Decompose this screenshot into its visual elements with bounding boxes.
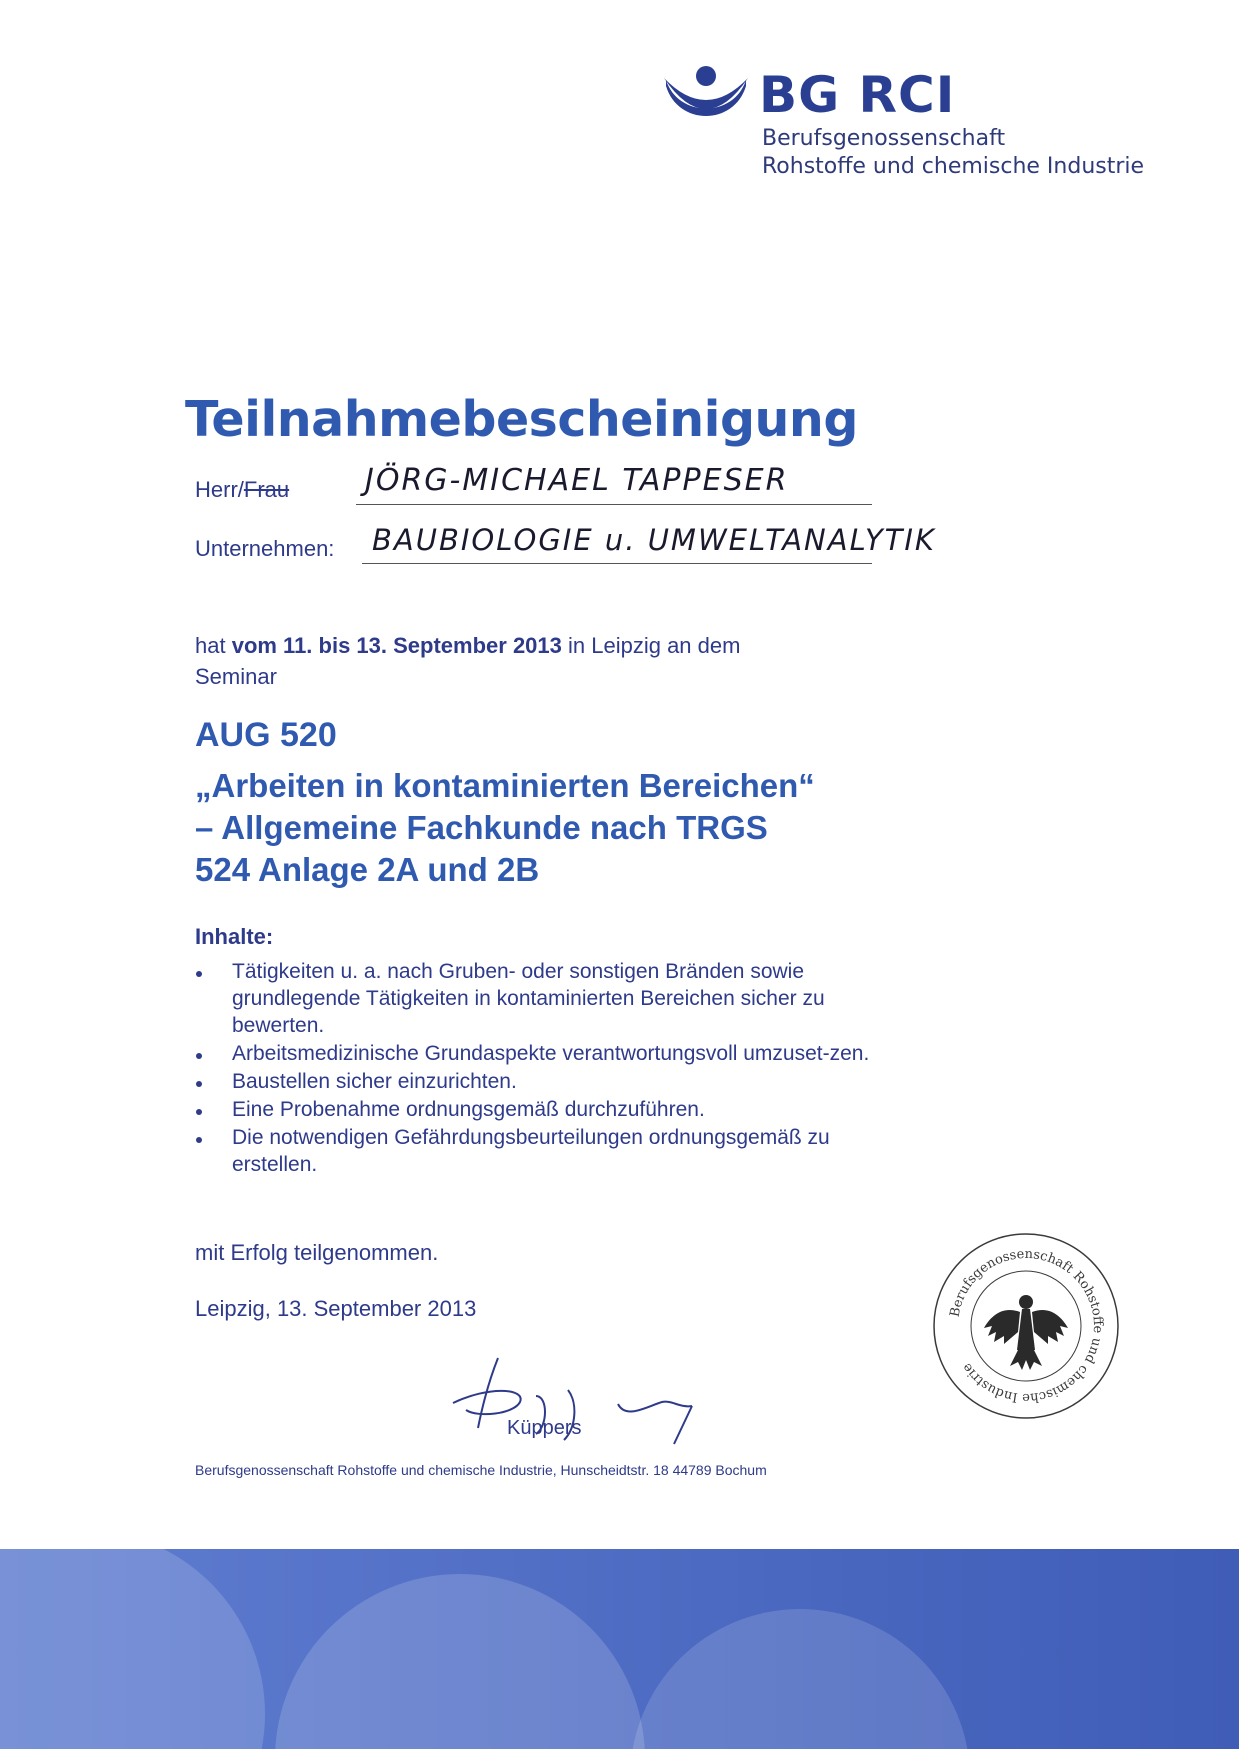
salutation-herr: Herr/	[195, 477, 244, 502]
company-name: BAUBIOLOGIE u. UMWELTANALYTIK	[372, 523, 936, 557]
course-title-line1: „Arbeiten in kontaminierten Bereichen“	[195, 767, 815, 804]
list-item: Baustellen sicher einzurichten.	[195, 1068, 915, 1095]
place-date: Leipzig, 13. September 2013	[195, 1296, 477, 1321]
list-item: Eine Probenahme ordnungsgemäß durchzuführen.	[195, 1096, 915, 1123]
intro-dates: vom 11. bis 13. September 2013	[231, 633, 562, 658]
signature-scribble	[448, 1348, 748, 1458]
eagle-icon	[984, 1295, 1068, 1370]
document-title: Teilnahmebescheinigung	[185, 391, 858, 448]
company-label: Unternehmen:	[195, 536, 335, 561]
official-seal	[932, 1232, 1120, 1420]
salutation-label	[195, 479, 289, 501]
list-item: Die notwendigen Gefährdungsbeurteilungen ordnungsgemäß zu erstellen.	[195, 1124, 915, 1178]
logo-wordmark: BG RCI	[759, 66, 956, 124]
bg-rci-logo	[664, 66, 1184, 186]
bg-rci-logo-icon	[664, 66, 754, 126]
list-item: Tätigkeiten u. a. nach Gruben- oder sonstigen Bränden sowie grundlegende Tätigkeiten in kontaminierten Bereichen sicher zu bewerten.	[195, 958, 915, 1039]
intro-part3: in Leipzig an dem	[561, 633, 741, 658]
course-title-line2: – Allgemeine Fachkunde nach TRGS	[195, 809, 768, 846]
seal-text: Berufsgenossenschaft Rohstoffe und chemische Industrie	[947, 1246, 1106, 1406]
course-title-line3: 524 Anlage 2A und 2B	[195, 851, 540, 888]
course-code: AUG 520	[195, 716, 337, 754]
decorative-footer-band	[0, 1549, 1239, 1749]
participant-name: JÖRG-MICHAEL TAPPESER	[365, 463, 789, 498]
salutation-frau-struck: Frau	[243, 477, 290, 502]
logo-subtitle-line1: Berufsgenossenschaft	[762, 126, 1006, 151]
signer-name: Küppers	[507, 1417, 582, 1439]
contents-list	[195, 958, 915, 1179]
list-item: Arbeitsmedizinische Grundaspekte verantwortungsvoll umzuset-zen.	[195, 1040, 915, 1067]
closing-text: mit Erfolg teilgenommen.	[195, 1240, 439, 1265]
intro-part1: hat	[195, 633, 232, 658]
name-underline	[356, 504, 872, 505]
footer-address: Berufsgenossenschaft Rohstoffe und chemische Industrie, Hunscheidtstr. 18 44789 Bochum	[195, 1462, 767, 1478]
intro-seminar: Seminar	[195, 664, 277, 689]
course-title	[195, 765, 815, 891]
logo-subtitle-line2: Rohstoffe und chemische Industrie	[762, 154, 1145, 179]
intro-text	[195, 630, 740, 692]
contents-heading: Inhalte:	[195, 924, 274, 949]
company-underline	[362, 563, 872, 564]
